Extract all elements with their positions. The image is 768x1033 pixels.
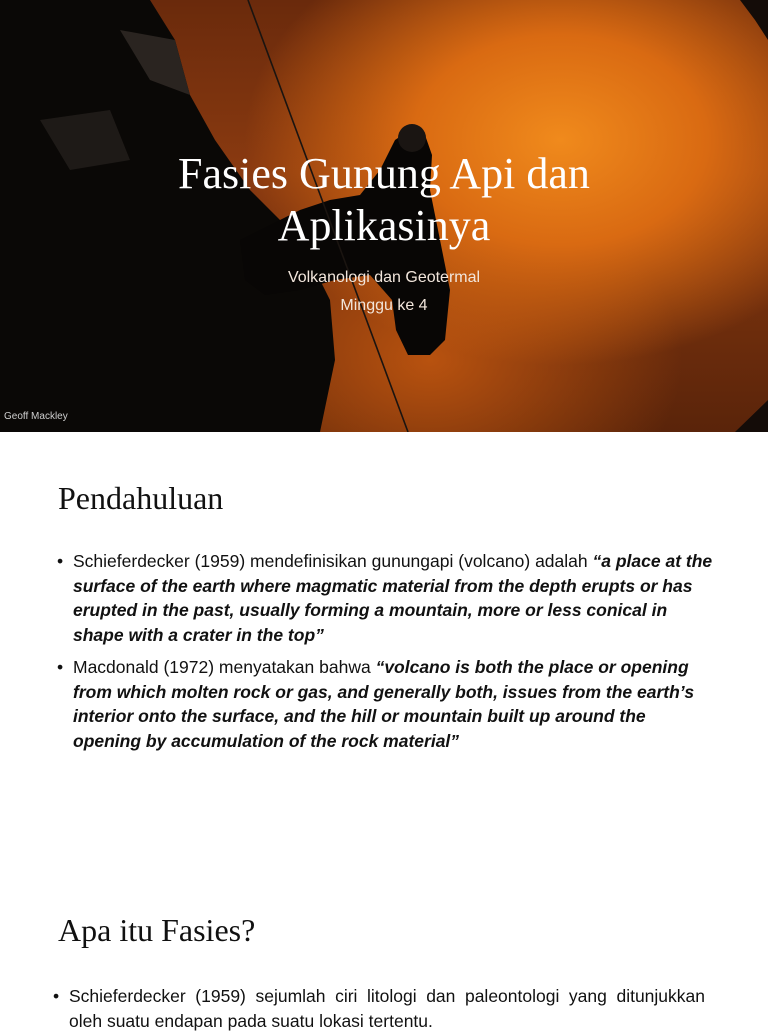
bullet-text: Schieferdecker (1959) sejumlah ciri litologi dan paleontologi yang ditunjukkan oleh suatu endapan pada suatu lokasi tertentu. (69, 986, 705, 1031)
bullet-marker: • (57, 551, 64, 571)
rock-silhouette-right (740, 0, 768, 40)
bullet-text: Schieferdecker (1959) mendefinisikan gunungapi (volcano) adalah (73, 551, 593, 571)
slide-heading: Apa itu Fasies? (58, 912, 256, 948)
bullet-marker: • (53, 986, 60, 1006)
bullet-marker: • (57, 657, 64, 677)
bullet-quote: “volcano is both the place or opening from which molten rock or gas, and generally both, issues from the earth’s interior onto the surface, and the hill or mountain built up around the opening by accumulation of the rock material” (73, 657, 695, 751)
bullet-quote: “a place at the surface of the earth where magmatic material from the depth erupts or has erupted in the past, usually forming a mountain, more or less conical in shape with a crater in the top” (73, 551, 713, 645)
introduction-slide (0, 432, 768, 872)
bullet-text: Macdonald (1972) menyatakan bahwa (73, 657, 376, 677)
presentation-title (0, 148, 768, 252)
photo-credit: Geoff Mackley (4, 411, 68, 422)
title-line: Fasies Gunung Api dan (178, 149, 590, 198)
slide-heading: Pendahuluan (58, 480, 224, 516)
rock-silhouette-right-bottom (735, 400, 768, 432)
list-item (53, 984, 705, 1033)
subtitle-week: Minggu ke 4 (340, 297, 428, 314)
title-slide (0, 0, 768, 432)
bullet-list (53, 984, 705, 1033)
subtitle-course: Volkanologi dan Geotermal (287, 269, 481, 286)
list-item (57, 655, 717, 753)
bullet-list (57, 549, 717, 761)
list-item (57, 549, 717, 647)
title-line: Aplikasinya (277, 201, 491, 250)
presentation-subtitle (0, 264, 768, 320)
facies-slide (0, 872, 768, 1031)
